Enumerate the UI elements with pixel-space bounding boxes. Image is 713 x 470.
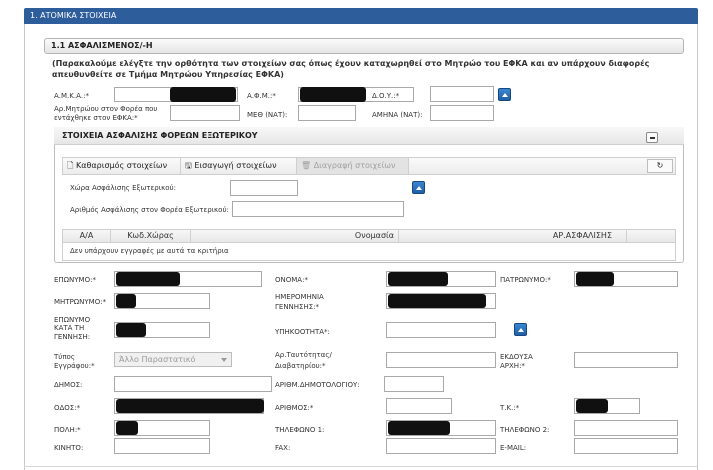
redacted-surname bbox=[116, 272, 180, 286]
doy-field[interactable] bbox=[430, 86, 494, 102]
email-field[interactable] bbox=[574, 438, 678, 454]
issuer-label-line2: ΑΡΧΗ:* bbox=[500, 362, 525, 370]
foreign-toolbar bbox=[62, 157, 676, 175]
municipal-register-field[interactable] bbox=[384, 376, 444, 392]
foreign-insurance-title: ΣΤΟΙΧΕΙΑ ΑΣΦΑΛΙΣΗΣ ΦΟΡΕΩΝ ΕΞΩΤΕΡΙΚΟΥ bbox=[54, 127, 684, 145]
id-number-field[interactable] bbox=[386, 352, 496, 368]
clear-data-button[interactable] bbox=[63, 158, 181, 174]
doy-label: Δ.Ο.Υ.:* bbox=[372, 92, 400, 100]
delete-data-label: Διαγραφή στοιχείων bbox=[313, 161, 396, 170]
id-number-label-line2: Διαβατηρίου:* bbox=[275, 362, 326, 370]
phone2-label: ΤΗΛΕΦΩΝΟ 2: bbox=[500, 426, 550, 434]
birthdate-label-line2: ΓΕΝΝΗΣΗΣ:* bbox=[275, 303, 320, 311]
redacted-afm bbox=[300, 87, 366, 102]
column-header-insurance-number[interactable]: ΑΡ.ΑΣΦΑΛΙΣΗΣ bbox=[399, 230, 627, 242]
chevron-down-icon bbox=[221, 358, 227, 362]
redacted-father-name bbox=[576, 272, 614, 286]
section-bottom-divider bbox=[24, 466, 698, 467]
nationality-lookup-button[interactable] bbox=[514, 323, 527, 336]
grid-header bbox=[62, 229, 676, 243]
issuer-field[interactable] bbox=[574, 352, 678, 368]
amina-field[interactable] bbox=[430, 105, 494, 121]
foreign-insurance-number-label: Αριθμός Ασφάλισης στον Φορέα Εξωτερικού: bbox=[70, 206, 229, 214]
street-label: ΟΔΟΣ:* bbox=[54, 404, 81, 412]
collapse-panel-button[interactable] bbox=[646, 132, 658, 143]
foreign-insurance-number-field[interactable] bbox=[232, 201, 404, 217]
doc-type-select[interactable] bbox=[114, 352, 232, 367]
afm-label: Α.Φ.Μ.:* bbox=[247, 92, 276, 100]
issuer-label-line1: ΕΚΔΟΥΣΑ bbox=[500, 353, 533, 361]
amina-label: ΑΜΗΝΑ (ΝΑΤ): bbox=[372, 111, 423, 119]
redacted-name bbox=[388, 272, 448, 286]
meth-field[interactable] bbox=[298, 105, 356, 121]
redacted-mother-name bbox=[116, 294, 136, 308]
birthdate-label-line1: ΗΜΕΡΟΜΗΝΙΑ bbox=[275, 293, 324, 301]
id-number-label-line1: Αρ.Ταυτότητας/ bbox=[275, 351, 332, 359]
father-name-label: ΠΑΤΡΩΝΥΜΟ:* bbox=[500, 276, 551, 284]
registry-label-line1: Αρ.Μητρώου στον Φορέα που bbox=[54, 105, 158, 113]
registry-notice: (Παρακαλούμε ελέγξτε την ορθότητα των στοιχείων σας όπως έχουν καταχωρηθεί στο Μητρώο του ΕΦΚΑ και αν υπάρχουν διαφορές απευθυνθείτε σε Τμήμα Μητρώου Υπηρεσίας ΕΦΚΑ) bbox=[52, 59, 650, 79]
street-number-field[interactable] bbox=[386, 398, 452, 414]
amka-label: Α.Μ.Κ.Α.:* bbox=[54, 92, 89, 100]
redacted-city bbox=[116, 421, 138, 435]
municipal-register-label: ΑΡΙΘΜ.ΔΗΜΟΤΟΛΟΓΙΟΥ: bbox=[275, 381, 360, 389]
meth-label: ΜΕΘ (ΝΑΤ): bbox=[247, 111, 288, 119]
doc-type-value: Άλλο Παραστατικό bbox=[119, 355, 196, 364]
clear-data-label: Καθαρισμός στοιχείων bbox=[75, 161, 168, 170]
redacted-birth-surname bbox=[116, 323, 146, 337]
postal-code-label: Τ.Κ.:* bbox=[500, 404, 520, 412]
doc-type-label-line1: Τύπος bbox=[54, 353, 75, 361]
trash-icon: 🗑 bbox=[301, 161, 314, 170]
registry-number-field[interactable] bbox=[170, 105, 240, 121]
section-header: 1. ΑΤΟΜΙΚΑ ΣΤΟΙΧΕΙΑ bbox=[24, 8, 698, 24]
save-icon: 🖫 bbox=[185, 161, 195, 170]
fax-label: FAX: bbox=[275, 444, 291, 452]
mobile-field[interactable] bbox=[114, 438, 210, 454]
name-label: ΟΝΟΜΑ:* bbox=[275, 276, 308, 284]
doc-type-label-line2: Εγγράφου:* bbox=[54, 362, 95, 370]
registry-label-line2: εντάχθηκε στον ΕΦΚΑ:* bbox=[54, 114, 138, 122]
insert-data-label: Εισαγωγή στοιχείων bbox=[194, 161, 277, 170]
mobile-label: ΚΙΝΗΤΟ: bbox=[54, 444, 84, 452]
foreign-country-lookup-button[interactable] bbox=[412, 181, 425, 194]
doy-lookup-button[interactable] bbox=[498, 88, 511, 101]
insert-data-button[interactable] bbox=[181, 158, 297, 174]
refresh-icon[interactable]: ↻ bbox=[647, 159, 673, 173]
document-icon: 🗋 bbox=[67, 161, 76, 170]
email-label: E-MAIL: bbox=[500, 444, 527, 452]
column-header-country-code[interactable]: Κωδ.Χώρας bbox=[111, 230, 191, 242]
nationality-field[interactable] bbox=[386, 322, 496, 338]
phone1-label: ΤΗΛΕΦΩΝΟ 1: bbox=[275, 426, 325, 434]
column-header-name[interactable]: Ονομασία bbox=[191, 230, 399, 242]
fax-field[interactable] bbox=[386, 438, 496, 454]
empty-grid-message: Δεν υπάρχουν εγγραφές με αυτά τα κριτήρια bbox=[70, 247, 229, 255]
redacted-amka bbox=[170, 87, 236, 102]
surname-label: ΕΠΩΝΥΜΟ:* bbox=[54, 276, 96, 284]
birth-surname-label-line3: ΓΕΝΝΗΣΗ: bbox=[54, 333, 91, 341]
birth-surname-label-line2: ΚΑΤΑ ΤΗ bbox=[54, 324, 85, 332]
birth-surname-label-line1: ΕΠΩΝΥΜΟ bbox=[54, 316, 91, 324]
city-label: ΠΟΛΗ:* bbox=[54, 426, 81, 434]
foreign-country-label: Χώρα Ασφάλισης Εξωτερικού: bbox=[70, 184, 176, 192]
municipality-field[interactable] bbox=[114, 376, 272, 392]
street-number-label: ΑΡΙΘΜΟΣ:* bbox=[275, 404, 314, 412]
insured-subsection-title: 1.1 ΑΣΦΑΛΙΣΜΕΝΟΣ/-Η bbox=[44, 38, 684, 54]
mother-name-label: ΜΗΤΡΩΝΥΜΟ:* bbox=[54, 298, 107, 306]
municipality-label: ΔΗΜΟΣ: bbox=[54, 381, 83, 389]
redacted-postal-code bbox=[576, 399, 608, 413]
delete-data-button[interactable] bbox=[297, 158, 409, 174]
phone2-field[interactable] bbox=[574, 420, 678, 436]
foreign-country-field[interactable] bbox=[230, 180, 298, 196]
redacted-birthdate bbox=[388, 294, 486, 308]
column-header-aa[interactable]: Α/Α bbox=[63, 230, 111, 242]
nationality-label: ΥΠΗΚΟΟΤΗΤΑ*: bbox=[275, 328, 330, 336]
redacted-street bbox=[116, 399, 264, 413]
redacted-phone1 bbox=[388, 421, 450, 435]
